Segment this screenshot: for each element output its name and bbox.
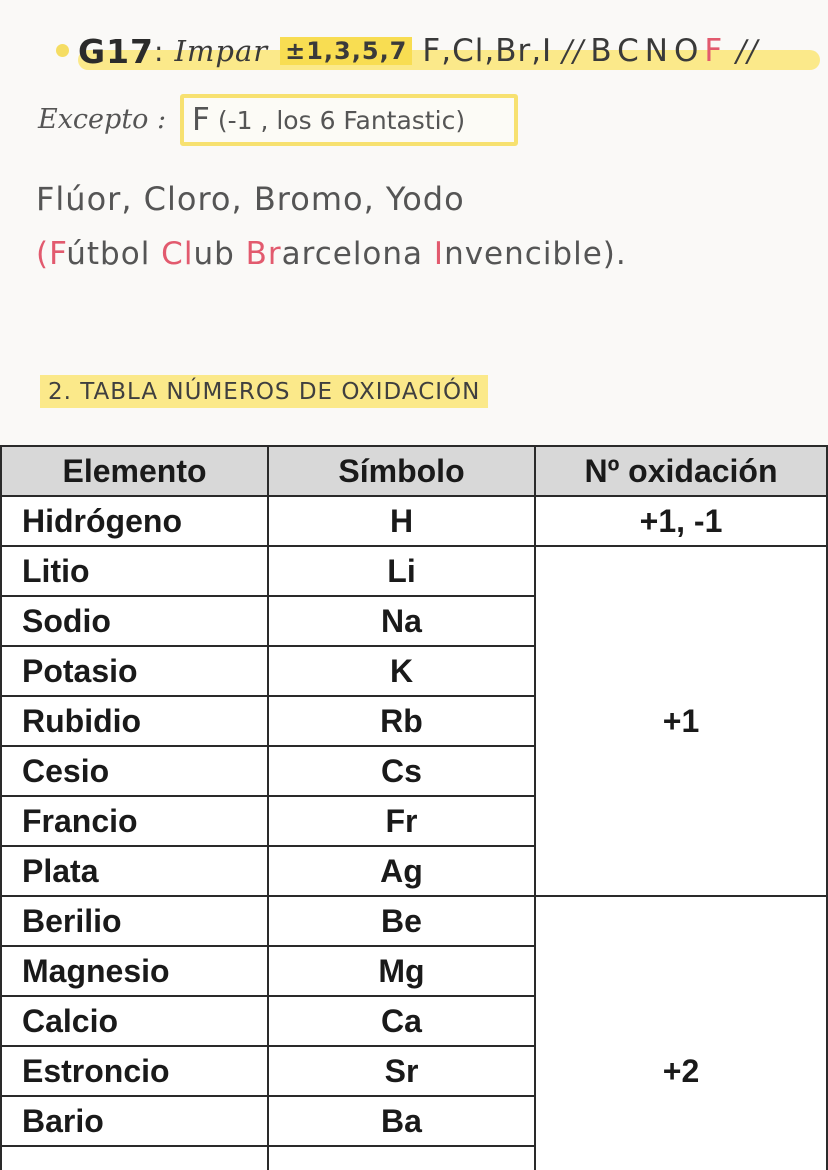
separator: // (562, 33, 585, 69)
symbol-cell: K (268, 646, 535, 696)
symbol-cell: Ca (268, 996, 535, 1046)
mnemonic-red-br: Br (245, 236, 282, 272)
symbol-cell: Rb (268, 696, 535, 746)
group-label: G17 (78, 31, 155, 71)
element-cell: Cesio (1, 746, 268, 796)
symbol-cell: Be (268, 896, 535, 946)
symbol-cell: Na (268, 596, 535, 646)
element-cell: Potasio (1, 646, 268, 696)
element-cell: Calcio (1, 996, 268, 1046)
oxidation-cell: +1 (535, 546, 827, 896)
oxidation-states-highlight: ±1,3,5,7 (280, 37, 412, 65)
header-elemento: Elemento (1, 446, 268, 496)
table-row (1, 546, 827, 596)
mnemonic-line (36, 236, 627, 272)
symbol-cell: Li (268, 546, 535, 596)
element-cell: Rubidio (1, 696, 268, 746)
mnemonic-word-1: útbol (66, 236, 162, 272)
mnemonic-red-cl: Cl (161, 236, 194, 272)
mnemonic-red-i: I (433, 236, 445, 272)
symbol-cell: H (268, 496, 535, 546)
group-17-line (78, 26, 764, 76)
element-cell: Berilio (1, 896, 268, 946)
element-cell (1, 1146, 268, 1170)
halogen-names: Flúor, Cloro, Bromo, Yodo (36, 180, 465, 218)
mnemonic-word-2: ub (193, 236, 246, 272)
excepto-box (180, 94, 518, 146)
mnemonic-word-4: nvencible (444, 236, 603, 272)
header-simbolo: Símbolo (268, 446, 535, 496)
element-cell: Plata (1, 846, 268, 896)
end-separator: // (736, 33, 759, 69)
symbol-cell (268, 1146, 535, 1170)
symbol-cell: Ag (268, 846, 535, 896)
element-cell: Hidrógeno (1, 496, 268, 546)
bullet-dot-icon (56, 44, 69, 57)
table-row (1, 896, 827, 946)
symbol-cell: Ba (268, 1096, 535, 1146)
excepto-label: Excepto : (38, 104, 167, 135)
mnemonic-close: ). (602, 236, 627, 272)
element-cell: Francio (1, 796, 268, 846)
oxidation-cell: +2 (535, 896, 827, 1170)
section-title: 2. TABLA NÚMEROS DE OXIDACIÓN (40, 375, 488, 408)
table-header-row (1, 446, 827, 496)
excepto-text: (-1 , los 6 Fantastic) (217, 105, 466, 135)
symbol-cell: Fr (268, 796, 535, 846)
red-f-letter: F (704, 33, 729, 69)
oxidation-table-container (0, 445, 828, 1170)
mnemonic-word-3: arcelona (281, 236, 434, 272)
oxidation-cell: +1, -1 (535, 496, 827, 546)
element-cell: Bario (1, 1096, 268, 1146)
element-cell: Sodio (1, 596, 268, 646)
header-oxidacion: Nº oxidación (535, 446, 827, 496)
symbol-cell: Sr (268, 1046, 535, 1096)
excepto-f: F (192, 102, 210, 138)
element-cell: Litio (1, 546, 268, 596)
element-cell: Magnesio (1, 946, 268, 996)
group-colon: : (154, 34, 165, 68)
handwritten-notes (0, 0, 828, 440)
table-row (1, 496, 827, 546)
oxidation-table (0, 445, 828, 1170)
impar-label: Impar (174, 34, 269, 68)
symbol-cell: Mg (268, 946, 535, 996)
mnemonic-open-paren: ( (36, 236, 50, 272)
element-cell: Estroncio (1, 1046, 268, 1096)
bcno-letters: BCNO (590, 33, 705, 69)
symbol-cell: Cs (268, 746, 535, 796)
halogen-symbols: F,Cl,Br,I (422, 33, 553, 69)
mnemonic-red-f: F (49, 236, 67, 272)
